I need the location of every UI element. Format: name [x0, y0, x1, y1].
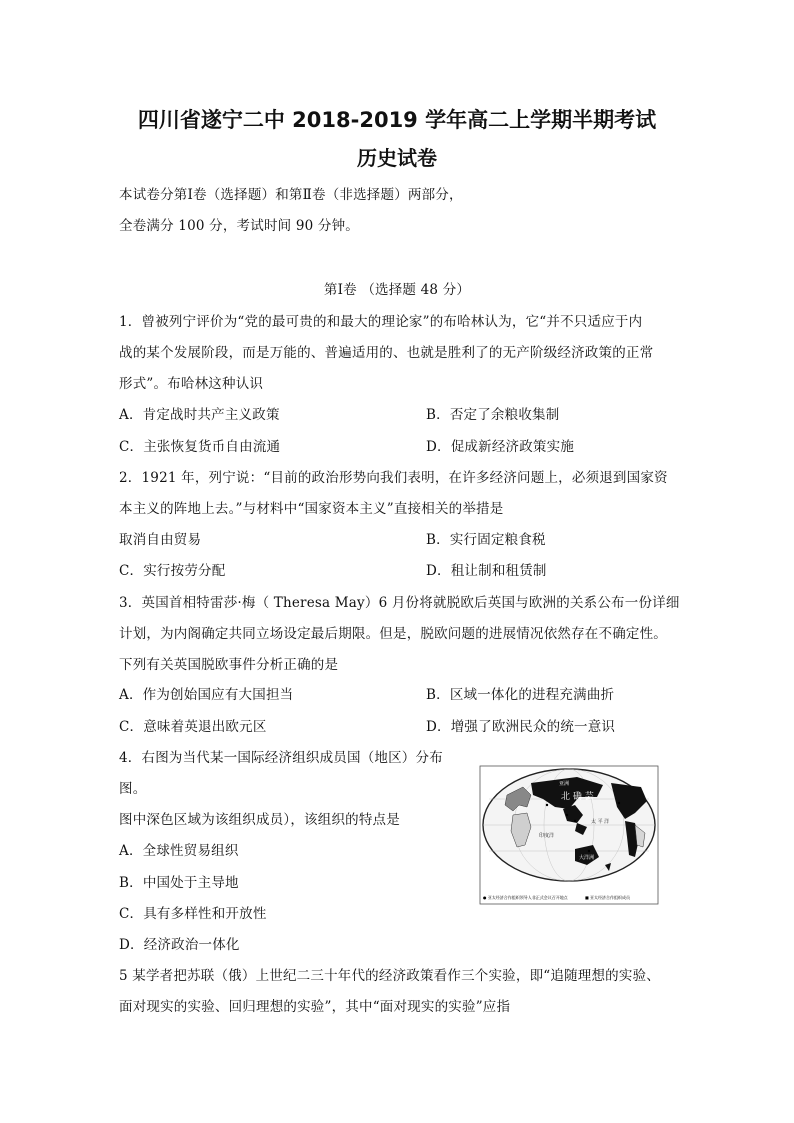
map-label: 印度洋: [539, 833, 555, 839]
intro-line-1: 本试卷分第Ⅰ卷（选择题）和第Ⅱ卷（非选择题）两部分，: [119, 187, 463, 203]
question-2-stem-line: 2．1921 年，列宁说：“目前的政治形势向我们表明，在许多经济问题上，必须退到国家资: [119, 470, 668, 486]
intro-line-2: 全卷满分 100 分，考试时间 90 分钟。: [119, 218, 360, 234]
question-3-stem-line: 3．英国首相特雷莎·梅（ Theresa May）6 月份将就脱欧后英国与欧洲的关系公布一份详细: [119, 595, 680, 611]
question-5-stem-line: 面对现实的实验、回归理想的实验”，其中“面对现实的实验”应指: [119, 999, 511, 1015]
question-5-stem-line: 5 某学者把苏联（俄）上世纪二三十年代的经济政策看作三个实验，即“追随理想的实验、: [119, 968, 660, 984]
question-1-stem-line: 1．曾被列宁评价为“党的最可贵的和最大的理论家”的布哈林认为，它“并不只适应于内: [119, 314, 643, 330]
map-label: 太 平 洋: [591, 819, 610, 825]
question-2-option-c[interactable]: C．实行按劳分配: [119, 563, 226, 579]
question-4-option-d[interactable]: D．经济政治一体化: [119, 937, 240, 953]
question-3-option-a[interactable]: A．作为创始国应有大国担当: [119, 687, 294, 703]
question-3-option-b[interactable]: B．区域一体化的进程充满曲折: [426, 687, 615, 703]
question-3-option-d[interactable]: D．增强了欧洲民众的统一意识: [426, 719, 616, 735]
page-subtitle: 历史试卷: [357, 146, 437, 170]
question-2-stem-line: 本主义的阵地上去。”与材料中“国家资本主义”直接相关的举措是: [119, 501, 504, 517]
question-2-option-b[interactable]: B．实行固定粮食税: [426, 532, 546, 548]
question-1-stem-line: 战的某个发展阶段，而是万能的、普遍适用的、也就是胜利了的无产阶级经济政策的正常: [119, 345, 654, 361]
question-4-stem-line: 图。: [119, 781, 147, 797]
question-3-stem-line: 计划，为内阁确定共同立场设定最后期限。但是，脱欧问题的进展情况依然存在不确定性。: [119, 626, 667, 642]
page-title: 四川省遂宁二中 2018-2019 学年高二上学期半期考试: [137, 108, 657, 132]
map-label: 大洋洲: [579, 855, 595, 861]
question-4-option-b[interactable]: B．中国处于主导地: [119, 875, 239, 891]
world-map-figure: [479, 765, 659, 905]
question-4-option-a[interactable]: A．全球性贸易组织: [119, 843, 239, 859]
map-label: 亚洲: [559, 781, 570, 787]
question-1-stem-line: 形式”。布哈林这种认识: [119, 376, 264, 392]
question-1-option-d[interactable]: D．促成新经济政策实施: [426, 439, 575, 455]
section-heading: 第Ⅰ卷 （选择题 48 分）: [323, 282, 471, 298]
question-3-stem-line: 下列有关英国脱欧事件分析正确的是: [119, 657, 339, 673]
question-4-stem-line: 图中深色区域为该组织成员），该组织的特点是: [119, 812, 400, 828]
question-4-option-c[interactable]: C．具有多样性和开放性: [119, 906, 267, 922]
map-legend-dot: ● 亚太经济合作组织领导人非正式会议召开地点: [483, 895, 568, 900]
question-3-option-c[interactable]: C．意味着英退出欧元区: [119, 719, 267, 735]
question-1-option-c[interactable]: C．主张恢复货币自由流通: [119, 439, 281, 455]
map-legend-square: ■ 亚太经济合作组织成员: [585, 895, 631, 900]
question-1-option-a[interactable]: A．肯定战时共产主义政策: [119, 407, 280, 423]
question-1-option-b[interactable]: B．否定了余粮收集制: [426, 407, 560, 423]
question-4-stem-line: 4．右图为当代某一国际经济组织成员国（地区）分布: [119, 750, 443, 766]
map-label: 北 确 芸: [561, 792, 594, 802]
question-2-option-d[interactable]: D．租让制和租赁制: [426, 563, 547, 579]
world-map-image: [479, 765, 659, 905]
question-2-option-a[interactable]: 取消自由贸易: [119, 532, 202, 548]
